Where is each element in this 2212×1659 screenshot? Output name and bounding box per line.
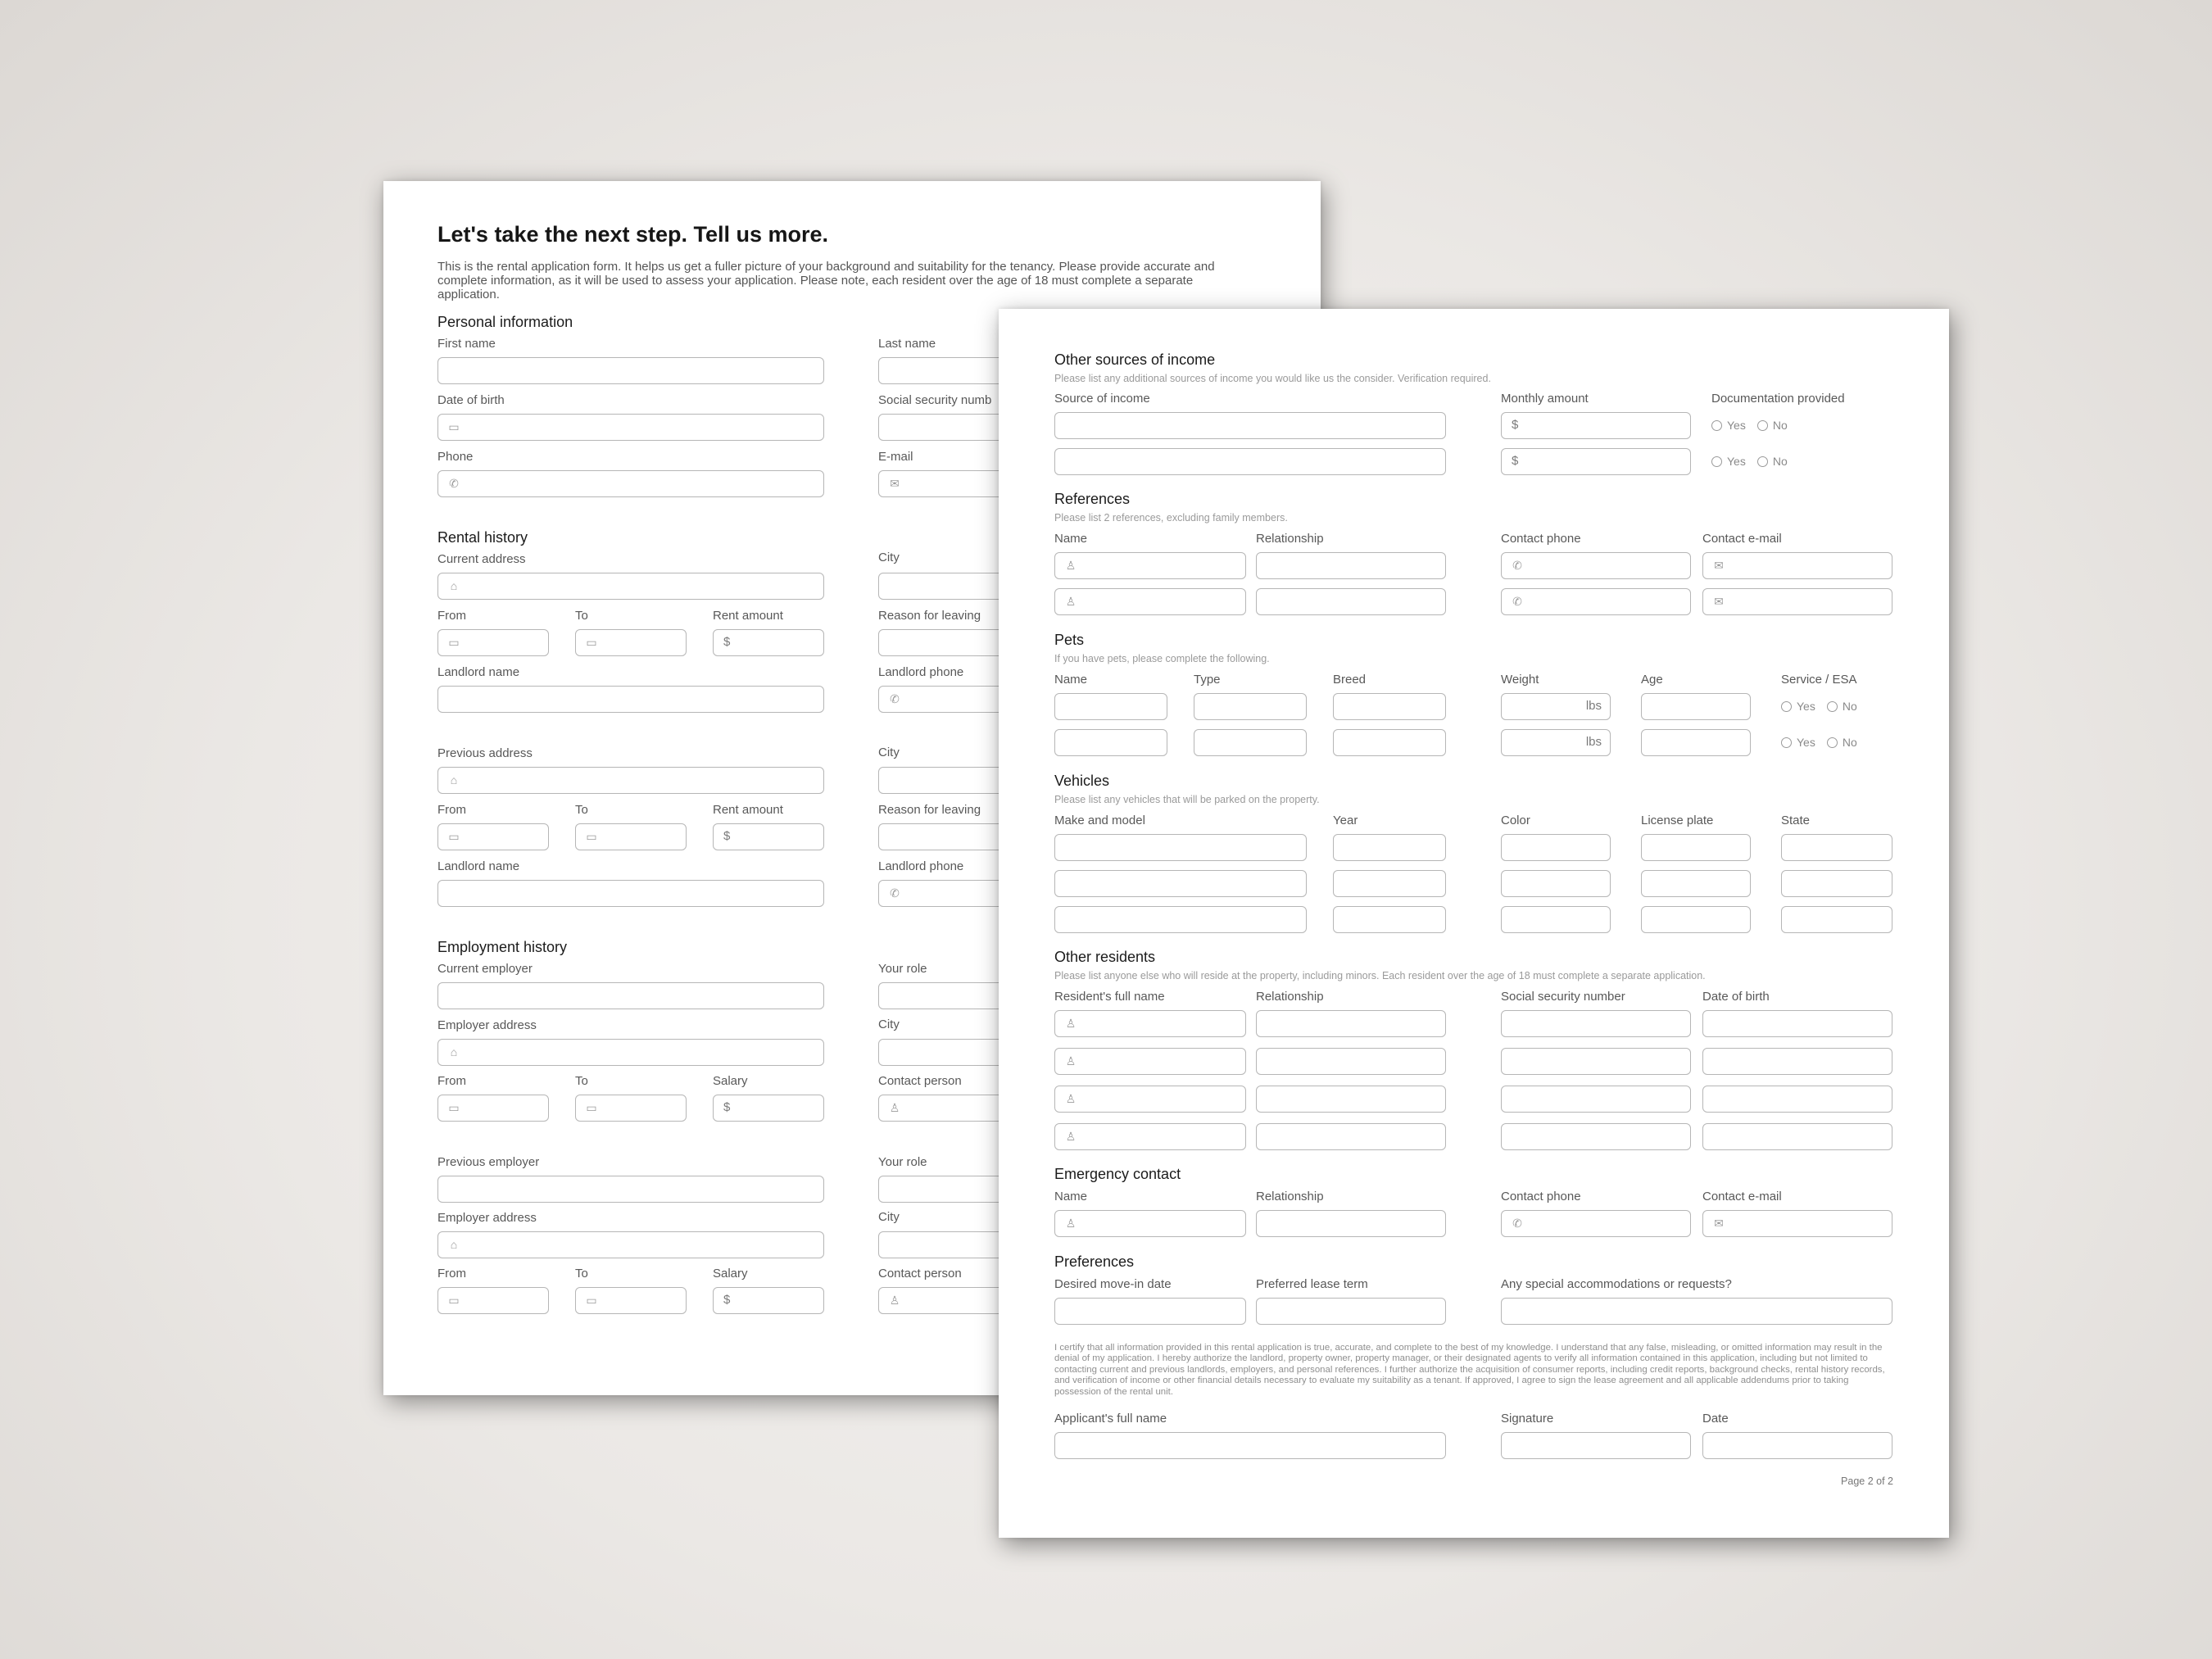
phone-field[interactable] (437, 470, 824, 497)
calendar-icon: ▭ (448, 635, 460, 649)
resident-dob-field-3[interactable] (1702, 1086, 1892, 1113)
previous-address-label: Previous address (437, 746, 533, 760)
section-income-heading: Other sources of income (1054, 351, 1216, 368)
calendar-icon: ▭ (586, 1100, 597, 1114)
radio-yes[interactable] (1711, 456, 1722, 467)
pets-subtitle: If you have pets, please complete the following. (1054, 653, 1270, 664)
home-icon: ⌂ (450, 579, 458, 592)
previous-employment-to-field[interactable] (575, 1287, 687, 1314)
vehicle-color-field-3[interactable] (1501, 906, 1611, 933)
person-icon: ♙ (1065, 1091, 1077, 1105)
dollar-symbol: $ (723, 829, 731, 843)
section-residents-heading: Other residents (1054, 949, 1156, 965)
previous-role-field[interactable] (878, 1176, 1009, 1203)
reference-name-field-2[interactable] (1054, 588, 1246, 615)
radio-yes-label: Yes (1797, 736, 1815, 749)
special-requests-label: Any special accommodations or requests? (1501, 1277, 1732, 1291)
vehicle-year-field-1[interactable] (1333, 834, 1446, 861)
ssn-label: Social security numb (878, 393, 992, 407)
vehicle-make-field-2[interactable] (1054, 870, 1307, 897)
current-employer-field[interactable] (437, 982, 824, 1009)
email-field[interactable] (878, 470, 1009, 497)
vehicle-plate-label: License plate (1641, 814, 1714, 827)
person-icon: ♙ (889, 1293, 900, 1307)
emergency-phone-label: Contact phone (1501, 1190, 1581, 1203)
resident-relationship-field-4[interactable] (1256, 1123, 1446, 1150)
pet-weight-label: Weight (1501, 673, 1539, 687)
previous-to-label: To (575, 803, 588, 817)
signature-field[interactable] (1501, 1432, 1691, 1459)
resident-ssn-field-2[interactable] (1501, 1048, 1691, 1075)
dob-field[interactable] (437, 414, 824, 441)
pet-service-radio-group-1[interactable] (1781, 700, 1857, 713)
resident-ssn-field-3[interactable] (1501, 1086, 1691, 1113)
date-label: Date (1702, 1412, 1729, 1426)
emergency-email-label: Contact e-mail (1702, 1190, 1782, 1203)
radio-yes[interactable] (1711, 420, 1722, 431)
previous-employer-label: Previous employer (437, 1155, 540, 1169)
emergency-relationship-label: Relationship (1256, 1190, 1324, 1203)
calendar-icon: ▭ (586, 1293, 597, 1307)
vehicle-state-field-1[interactable] (1781, 834, 1892, 861)
reference-phone-field-2[interactable] (1501, 588, 1691, 615)
applicant-name-field[interactable] (1054, 1432, 1446, 1459)
signature-label: Signature (1501, 1412, 1554, 1426)
resident-dob-field-4[interactable] (1702, 1123, 1892, 1150)
email-label: E-mail (878, 450, 913, 464)
previous-city-label: City (878, 746, 900, 759)
person-icon: ♙ (1065, 594, 1077, 608)
income-subtitle: Please list any additional sources of income you would like us the consider. Verification required. (1054, 373, 1491, 384)
phone-icon: ✆ (1512, 558, 1522, 572)
reference-email-field-1[interactable] (1702, 552, 1892, 579)
calendar-icon: ▭ (586, 635, 597, 649)
resident-ssn-label: Social security number (1501, 990, 1625, 1004)
current-to-label: To (575, 609, 588, 623)
previous-rent-field[interactable] (713, 823, 824, 850)
vehicles-subtitle: Please list any vehicles that will be parked on the property. (1054, 794, 1320, 805)
dollar-symbol: $ (1512, 454, 1519, 468)
vehicle-year-field-2[interactable] (1333, 870, 1446, 897)
page-title: Let's take the next step. Tell us more. (437, 222, 829, 247)
vehicle-make-field-1[interactable] (1054, 834, 1307, 861)
date-field[interactable] (1702, 1432, 1892, 1459)
income-amount-field-1[interactable] (1501, 412, 1691, 439)
resident-name-label: Resident's full name (1054, 990, 1165, 1004)
vehicle-plate-field-2[interactable] (1641, 870, 1751, 897)
previous-employer-city-field[interactable] (878, 1231, 1009, 1258)
current-employment-to-label: To (575, 1074, 588, 1088)
pet-weight-field-2[interactable] (1501, 729, 1611, 756)
pet-age-field-2[interactable] (1641, 729, 1751, 756)
documentation-label: Documentation provided (1711, 392, 1845, 406)
pet-service-radio-group-2[interactable] (1781, 736, 1857, 749)
move-in-field[interactable] (1054, 1298, 1246, 1325)
resident-ssn-field-1[interactable] (1501, 1010, 1691, 1037)
vehicle-state-field-3[interactable] (1781, 906, 1892, 933)
vehicle-color-label: Color (1501, 814, 1530, 827)
pet-type-label: Type (1194, 673, 1221, 687)
resident-relationship-label: Relationship (1256, 990, 1324, 1004)
previous-landlord-name-label: Landlord name (437, 859, 520, 873)
pet-breed-field-1[interactable] (1333, 693, 1446, 720)
current-employer-city-label: City (878, 1018, 900, 1031)
pet-name-field-1[interactable] (1054, 693, 1167, 720)
previous-employer-address-label: Employer address (437, 1211, 537, 1225)
emergency-relationship-field[interactable] (1256, 1210, 1446, 1237)
resident-name-field-2[interactable] (1054, 1048, 1246, 1075)
current-employment-to-field[interactable] (575, 1095, 687, 1122)
lbs-unit: lbs (1585, 735, 1602, 749)
dollar-symbol: $ (723, 1100, 731, 1114)
person-icon: ♙ (1065, 1129, 1077, 1143)
emergency-phone-field[interactable] (1501, 1210, 1691, 1237)
current-to-field[interactable] (575, 629, 687, 656)
resident-relationship-field-2[interactable] (1256, 1048, 1446, 1075)
previous-from-field[interactable] (437, 823, 549, 850)
previous-employer-address-field[interactable] (437, 1231, 824, 1258)
radio-yes-label: Yes (1727, 419, 1746, 432)
previous-employment-from-label: From (437, 1267, 466, 1281)
person-icon: ♙ (1065, 1216, 1077, 1230)
phone-label: Phone (437, 450, 474, 464)
previous-employment-from-field[interactable] (437, 1287, 549, 1314)
vehicle-color-field-1[interactable] (1501, 834, 1611, 861)
previous-landlord-name-field[interactable] (437, 880, 824, 907)
current-reason-label: Reason for leaving (878, 609, 981, 623)
phone-icon: ✆ (1512, 1216, 1522, 1230)
current-landlord-phone-label: Landlord phone (878, 665, 964, 679)
previous-employer-city-label: City (878, 1210, 900, 1224)
lease-term-label: Preferred lease term (1256, 1277, 1368, 1291)
emergency-name-label: Name (1054, 1190, 1088, 1203)
mail-icon: ✉ (890, 476, 900, 490)
calendar-icon: ▭ (448, 419, 460, 433)
dollar-symbol: $ (723, 1293, 731, 1307)
resident-ssn-field-4[interactable] (1501, 1123, 1691, 1150)
calendar-icon: ▭ (448, 829, 460, 843)
home-icon: ⌂ (450, 773, 458, 786)
person-icon: ♙ (1065, 1054, 1077, 1067)
current-address-label: Current address (437, 552, 526, 566)
radio-yes-label: Yes (1797, 700, 1815, 713)
current-rent-field[interactable] (713, 629, 824, 656)
resident-name-field-4[interactable] (1054, 1123, 1246, 1150)
intro-text: This is the rental application form. It helps us get a fuller picture of your background and suitability for the tenancy. Please provide accurate and complete information, as it will be used to assess your application. Please note, each resident over the age of 18 must complete a separate application. (437, 260, 1215, 301)
previous-rent-label: Rent amount (713, 803, 783, 817)
radio-no-label: No (1842, 736, 1857, 749)
current-employer-city-field[interactable] (878, 1039, 1009, 1066)
phone-icon: ✆ (890, 886, 900, 900)
radio-no[interactable] (1757, 456, 1768, 467)
mail-icon: ✉ (1714, 1216, 1724, 1230)
previous-landlord-phone-label: Landlord phone (878, 859, 964, 873)
last-name-field[interactable] (878, 357, 1009, 384)
current-landlord-name-label: Landlord name (437, 665, 520, 679)
radio-no[interactable] (1827, 737, 1838, 748)
section-references-heading: References (1054, 491, 1131, 507)
current-employer-address-label: Employer address (437, 1018, 537, 1032)
current-salary-field[interactable] (713, 1095, 824, 1122)
move-in-label: Desired move-in date (1054, 1277, 1172, 1291)
current-contact-field[interactable] (878, 1095, 1009, 1122)
radio-no[interactable] (1757, 420, 1768, 431)
radio-yes[interactable] (1781, 701, 1792, 712)
current-landlord-name-field[interactable] (437, 686, 824, 713)
application-page-2 (999, 309, 1949, 1538)
pet-breed-label: Breed (1333, 673, 1367, 687)
vehicle-plate-field-3[interactable] (1641, 906, 1751, 933)
dollar-symbol: $ (723, 635, 731, 649)
radio-no-label: No (1772, 419, 1788, 432)
calendar-icon: ▭ (448, 1293, 460, 1307)
certification-text: I certify that all information provided in this rental application is true, accurate, and complete to the best of my knowledge. I understand that any false, misleading, or omitted information may result in the denial of my application. I hereby authorize the landlord, property owner, property manager, or their designated agents to verify all information contained in this application, including but not limited to contacting current and previous landlords, employers, and personal references. I further authorize the acquisition of consumer reports, including credit reports, background checks, rental history records, and verification of income or other financial details necessary to evaluate my suitability as a tenant. If approved, I agree to sign the lease agreement and all applicable addendums prior to taking possession of the rental unit. (1054, 1343, 1885, 1397)
resident-name-field-1[interactable] (1054, 1010, 1246, 1037)
radio-no-label: No (1772, 455, 1788, 468)
page-number: Page 2 of 2 (1841, 1475, 1893, 1487)
current-reason-field[interactable] (878, 629, 1009, 656)
previous-reason-field[interactable] (878, 823, 1009, 850)
current-from-label: From (437, 609, 466, 623)
dob-label: Date of birth (437, 393, 505, 407)
resident-dob-field-1[interactable] (1702, 1010, 1892, 1037)
reference-email-field-2[interactable] (1702, 588, 1892, 615)
current-employment-from-label: From (437, 1074, 466, 1088)
emergency-name-field[interactable] (1054, 1210, 1246, 1237)
income-amount-field-2[interactable] (1501, 448, 1691, 475)
previous-contact-field[interactable] (878, 1287, 1009, 1314)
resident-dob-label: Date of birth (1702, 990, 1770, 1004)
last-name-label: Last name (878, 337, 936, 351)
reference-name-field-1[interactable] (1054, 552, 1246, 579)
vehicle-make-label: Make and model (1054, 814, 1145, 827)
vehicle-year-label: Year (1333, 814, 1358, 827)
previous-employment-to-label: To (575, 1267, 588, 1281)
current-role-field[interactable] (878, 982, 1009, 1009)
previous-role-label: Your role (878, 1155, 927, 1169)
previous-employer-field[interactable] (437, 1176, 824, 1203)
current-role-label: Your role (878, 962, 927, 976)
pet-type-field-1[interactable] (1194, 693, 1307, 720)
mail-icon: ✉ (1714, 558, 1724, 572)
lease-term-field[interactable] (1256, 1298, 1446, 1325)
vehicle-plate-field-1[interactable] (1641, 834, 1751, 861)
radio-no[interactable] (1827, 701, 1838, 712)
radio-no-label: No (1842, 700, 1857, 713)
income-source-field-1[interactable] (1054, 412, 1446, 439)
pet-age-label: Age (1641, 673, 1663, 687)
first-name-field[interactable] (437, 357, 824, 384)
reference-relationship-field-2[interactable] (1256, 588, 1446, 615)
emergency-email-field[interactable] (1702, 1210, 1892, 1237)
reference-email-label: Contact e-mail (1702, 532, 1782, 546)
documentation-radio-group-1[interactable] (1711, 419, 1788, 432)
current-employer-label: Current employer (437, 962, 533, 976)
vehicle-color-field-2[interactable] (1501, 870, 1611, 897)
pet-service-label: Service / ESA (1781, 673, 1857, 687)
mail-icon: ✉ (1714, 594, 1724, 608)
pet-name-label: Name (1054, 673, 1088, 687)
previous-salary-label: Salary (713, 1267, 748, 1281)
pet-name-field-2[interactable] (1054, 729, 1167, 756)
residents-subtitle: Please list anyone else who will reside at the property, including minors. Each resident over the age of 18 must complete a separate application. (1054, 970, 1706, 981)
resident-name-field-3[interactable] (1054, 1086, 1246, 1113)
documentation-radio-group-2[interactable] (1711, 455, 1788, 468)
current-city-label: City (878, 551, 900, 564)
previous-contact-label: Contact person (878, 1267, 962, 1281)
applicant-name-label: Applicant's full name (1054, 1412, 1167, 1426)
ssn-field[interactable] (878, 414, 1009, 441)
reference-phone-field-1[interactable] (1501, 552, 1691, 579)
vehicle-make-field-3[interactable] (1054, 906, 1307, 933)
previous-city-field[interactable] (878, 767, 1009, 794)
current-rent-label: Rent amount (713, 609, 783, 623)
special-requests-field[interactable] (1501, 1298, 1892, 1325)
calendar-icon: ▭ (448, 1100, 460, 1114)
resident-relationship-field-1[interactable] (1256, 1010, 1446, 1037)
previous-to-field[interactable] (575, 823, 687, 850)
current-employer-address-field[interactable] (437, 1039, 824, 1066)
source-of-income-label: Source of income (1054, 392, 1150, 406)
pet-breed-field-2[interactable] (1333, 729, 1446, 756)
references-subtitle: Please list 2 references, excluding family members. (1054, 512, 1288, 524)
previous-from-label: From (437, 803, 466, 817)
resident-relationship-field-3[interactable] (1256, 1086, 1446, 1113)
reference-relationship-label: Relationship (1256, 532, 1324, 546)
current-landlord-phone-field[interactable] (878, 686, 1009, 713)
vehicle-year-field-3[interactable] (1333, 906, 1446, 933)
resident-dob-field-2[interactable] (1702, 1048, 1892, 1075)
reference-phone-label: Contact phone (1501, 532, 1581, 546)
monthly-amount-label: Monthly amount (1501, 392, 1589, 406)
section-employment-heading: Employment history (437, 939, 568, 955)
previous-salary-field[interactable] (713, 1287, 824, 1314)
pet-weight-field-1[interactable] (1501, 693, 1611, 720)
section-emergency-heading: Emergency contact (1054, 1166, 1181, 1182)
person-icon: ♙ (889, 1100, 900, 1114)
current-contact-label: Contact person (878, 1074, 962, 1088)
previous-landlord-phone-field[interactable] (878, 880, 1009, 907)
vehicle-state-field-2[interactable] (1781, 870, 1892, 897)
previous-reason-label: Reason for leaving (878, 803, 981, 817)
first-name-label: First name (437, 337, 496, 351)
section-rental-heading: Rental history (437, 529, 528, 546)
calendar-icon: ▭ (586, 829, 597, 843)
reference-name-label: Name (1054, 532, 1088, 546)
lbs-unit: lbs (1585, 699, 1602, 713)
person-icon: ♙ (1065, 558, 1077, 572)
person-icon: ♙ (1065, 1016, 1077, 1030)
section-vehicles-heading: Vehicles (1054, 773, 1110, 789)
section-pets-heading: Pets (1054, 632, 1085, 648)
current-city-field[interactable] (878, 573, 1009, 600)
dollar-symbol: $ (1512, 418, 1519, 432)
current-salary-label: Salary (713, 1074, 748, 1088)
previous-address-field[interactable] (437, 767, 824, 794)
phone-icon: ✆ (449, 476, 459, 490)
section-personal-heading: Personal information (437, 314, 573, 330)
income-source-field-2[interactable] (1054, 448, 1446, 475)
reference-relationship-field-1[interactable] (1256, 552, 1446, 579)
home-icon: ⌂ (450, 1045, 458, 1058)
current-from-field[interactable] (437, 629, 549, 656)
current-address-field[interactable] (437, 573, 824, 600)
phone-icon: ✆ (1512, 594, 1522, 608)
radio-yes-label: Yes (1727, 455, 1746, 468)
vehicle-state-label: State (1781, 814, 1811, 827)
home-icon: ⌂ (450, 1238, 458, 1251)
radio-yes[interactable] (1781, 737, 1792, 748)
phone-icon: ✆ (890, 691, 900, 705)
pet-type-field-2[interactable] (1194, 729, 1307, 756)
pet-age-field-1[interactable] (1641, 693, 1751, 720)
section-preferences-heading: Preferences (1054, 1253, 1135, 1270)
current-employment-from-field[interactable] (437, 1095, 549, 1122)
